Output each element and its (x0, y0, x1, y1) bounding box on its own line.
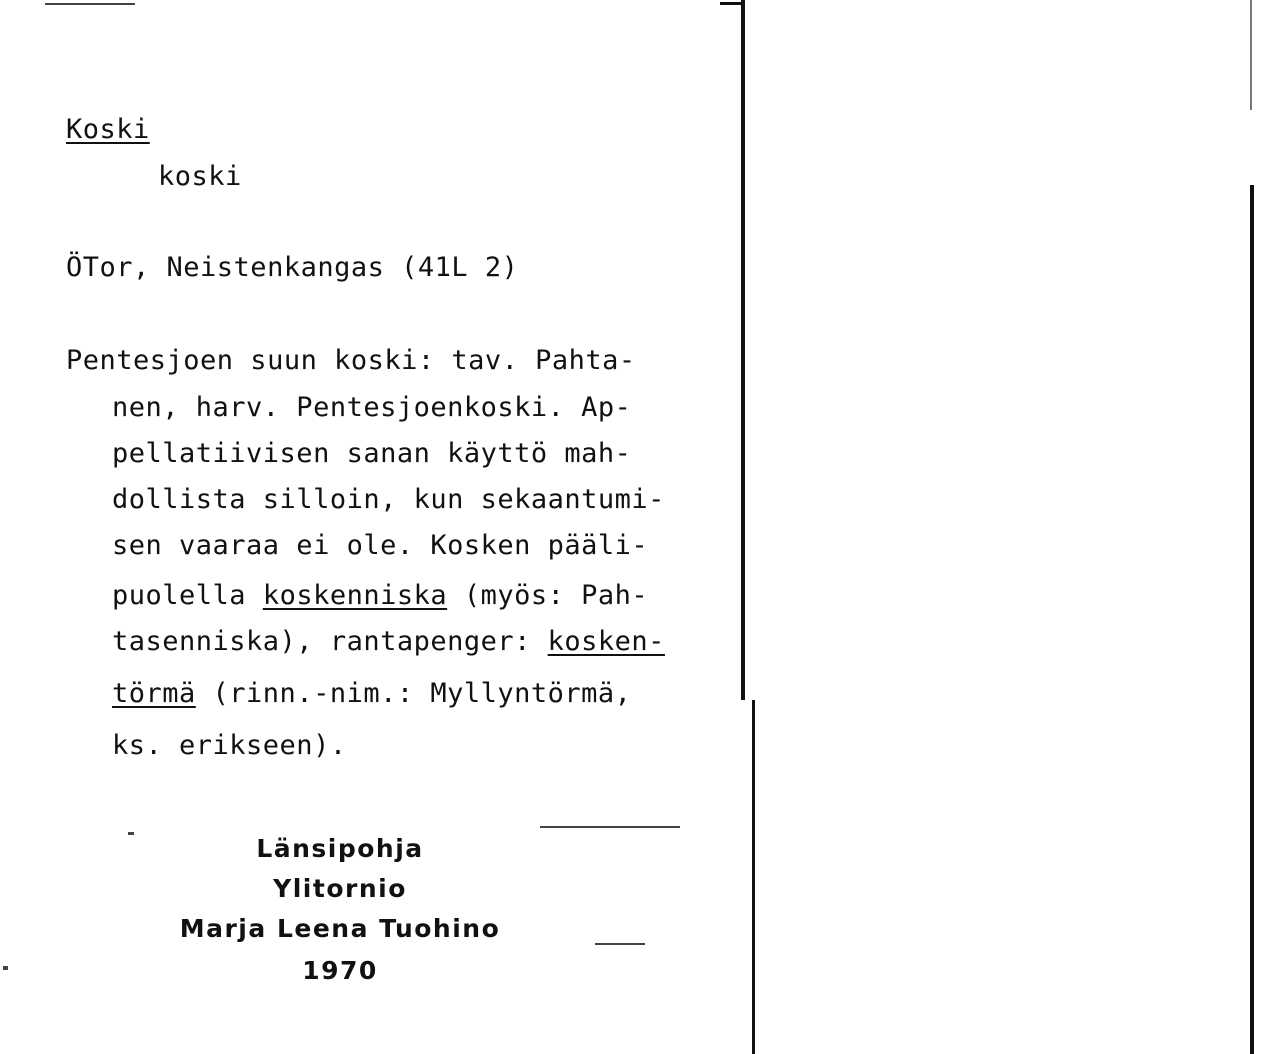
right-edge-line (1250, 0, 1252, 110)
description-line: dollista silloin, kun sekaantumi- (112, 484, 665, 515)
description-line: nen, harv. Pentesjoenkoski. Ap- (112, 392, 632, 423)
scan-speck (3, 966, 8, 970)
description-line: puolella koskenniska (myös: Pah- (112, 580, 649, 611)
underlined-term: koskenniska (262, 580, 448, 611)
card-edge-line (741, 0, 745, 700)
scan-speck (595, 943, 645, 945)
description-line: Pentesjoen suun koski: tav. Pahta- (66, 345, 636, 376)
description-line: pellatiivisen sanan käyttö mah- (112, 438, 632, 469)
description-line: törmä (rinn.-nim.: Myllyntörmä, (112, 678, 632, 709)
description-line: tasenniska), rantapenger: kosken- (112, 626, 665, 657)
description-line: ks. erikseen). (112, 730, 347, 761)
description-line: sen vaaraa ei ole. Kosken pääli- (112, 530, 649, 561)
stamp-region: Länsipohja (256, 834, 424, 863)
underlined-term: kosken- (547, 626, 665, 657)
stamp-collector: Marja Leena Tuohino (179, 914, 501, 943)
stamp-year: 1970 (302, 956, 378, 985)
scan-speck (128, 832, 134, 835)
scan-speck (540, 826, 680, 828)
card-corner-mark (720, 2, 744, 5)
location-line: ÖTor, Neistenkangas (41L 2) (66, 252, 519, 283)
scan-speck (45, 3, 135, 5)
right-edge-line (1250, 185, 1254, 1054)
stamp-parish: Ylitornio (273, 874, 407, 903)
card-edge-line (752, 700, 755, 1054)
underlined-term: törmä (112, 678, 196, 709)
card-heading: Koski (66, 114, 150, 145)
card-subheading: koski (158, 161, 242, 192)
